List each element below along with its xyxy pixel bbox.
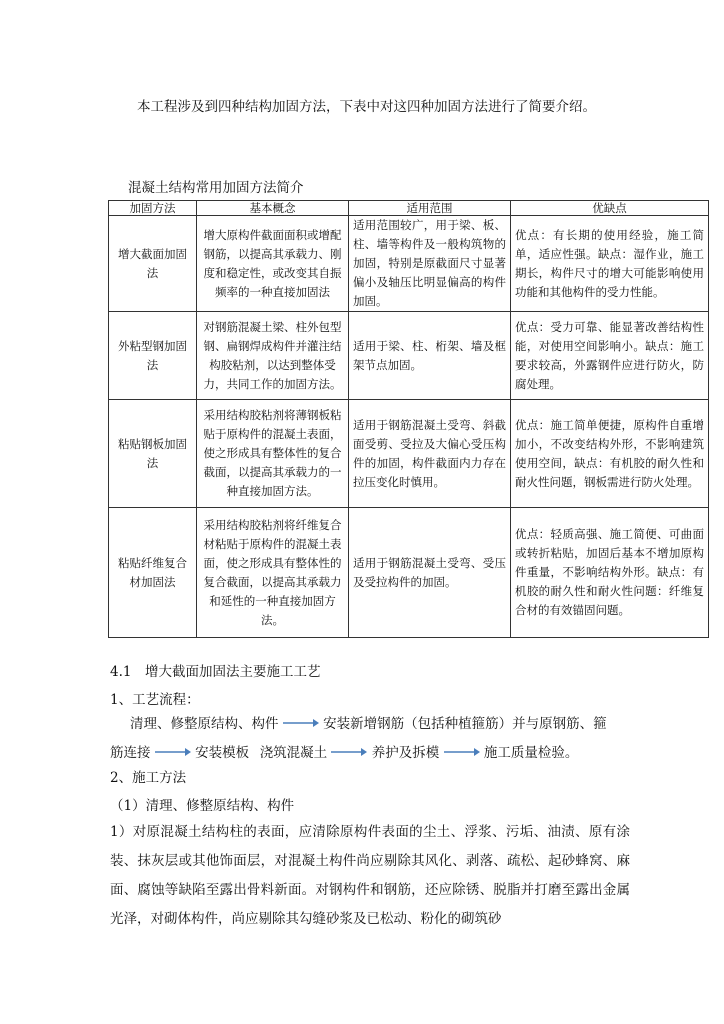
flow-step-3: 安装模板 <box>195 745 250 761</box>
header-scope: 适用范围 <box>349 201 511 216</box>
flow-arrow-icon <box>283 717 319 729</box>
cell-pros-cons: 优点：有长期的使用经验，施工简单，适应性强。缺点：湿作业，施工期长，构件尺寸的增大可能影响使用功能和其他构件的受力性能。 <box>511 216 709 312</box>
cell-scope: 适用于钢筋混凝土受弯、受压及受拉构件的加固。 <box>349 508 511 638</box>
flow-arrow-icon <box>155 746 191 758</box>
header-pros-cons: 优缺点 <box>511 201 709 216</box>
cell-scope: 适用于钢筋混凝土受弯、斜截面受剪、受拉及大偏心受压构件的加固，构件截面内力存在拉压变化时慎用。 <box>349 400 511 508</box>
flow-arrow-icon <box>331 746 367 758</box>
cell-method: 外粘型钢加固法 <box>109 312 197 400</box>
flow-step-4: 浇筑混凝土 <box>259 745 328 761</box>
process-flow-line-2 <box>110 741 578 761</box>
method-heading: 2、施工方法 <box>110 770 187 786</box>
cell-pros-cons: 优点：轻质高强、施工简便、可曲面或转折粘贴，加固后基本不增加原构件重量，不影响结构外形。缺点：有机胶的耐久性和耐火性问题：纤维复合材的有效锚固问题。 <box>511 508 709 638</box>
table-header-row <box>109 201 709 216</box>
table-row <box>109 400 709 508</box>
cell-concept: 对钢筋混凝土梁、柱外包型钢、扁钢焊成构件并灌注结构胶粘剂，以达到整体受力，共同工作的加固方法。 <box>197 312 349 400</box>
header-concept: 基本概念 <box>197 201 349 216</box>
table-row <box>109 312 709 400</box>
cell-method: 粘贴纤维复合材加固法 <box>109 508 197 638</box>
cell-concept: 增大原构件截面面积或增配钢筋，以提高其承载力、刚度和稳定性，或改变其自振频率的一种直接加固法 <box>197 216 349 312</box>
table-row <box>109 508 709 638</box>
cell-concept: 采用结构胶粘剂将纤维复合材粘贴于原构件的混凝土表面，使之形成具有整体性的复合截面，以提高其承载力和延性的一种直接加固方法。 <box>197 508 349 638</box>
cell-method: 粘贴钢板加固法 <box>109 400 197 508</box>
cell-pros-cons: 优点：施工简单便捷，原构件自重增加小，不改变结构外形，不影响建筑使用空间，缺点：有机胶的耐久性和耐火性问题，钢板需进行防火处理。 <box>511 400 709 508</box>
reinforcement-methods-table <box>108 200 709 638</box>
cell-scope: 适用于梁、柱、桁架、墙及框架节点加固。 <box>349 312 511 400</box>
cell-scope: 适用范围较广，用于梁、板、柱、墙等构件及一般构筑物的加固，特别是原截面尺寸显著偏小及轴压比明显偏高的构件加固。 <box>349 216 511 312</box>
sub-heading: （1）清理、修整原结构、构件 <box>110 798 295 814</box>
flow-step-5: 养护及拆模 <box>371 745 440 761</box>
header-method: 加固方法 <box>109 201 197 216</box>
cell-concept: 采用结构胶粘剂将薄钢板粘贴于原构件的混凝土表面，使之形成具有整体性的复合截面，以提高其承载力的一种直接加固方法。 <box>197 400 349 508</box>
body-paragraph: 1）对原混凝土结构柱的表面，应清除原构件表面的尘土、浮浆、污垢、油渍、原有涂装、抹灰层或其他饰面层，对混凝土构件尚应剔除其风化、剥落、疏松、起砂蜂窝、麻面、腐蚀等缺陷至露出骨料新面。对钢构件和钢筋，还应除锈、脱脂并打磨至露出金属光泽，对砌体构件，尚应剔除其勾缝砂浆及已松动、粉化的砌筑砂 <box>110 824 630 927</box>
flow-step-6: 施工质量检验。 <box>483 745 579 761</box>
table-row <box>109 216 709 312</box>
cell-method: 增大截面加固法 <box>109 216 197 312</box>
process-flow-line-1 <box>130 712 607 732</box>
section-heading: 4.1 增大截面加固法主要施工工艺 <box>110 664 321 680</box>
flow-arrow-icon <box>444 746 480 758</box>
intro-paragraph: 本工程涉及到四种结构加固方法，下表中对这四种加固方法进行了简要介绍。 <box>137 99 596 115</box>
cell-pros-cons: 优点：受力可靠、能显著改善结构性能，对使用空间影响小。缺点：施工要求较高，外露钢件应进行防火，防腐处理。 <box>511 312 709 400</box>
table-caption: 混凝土结构常用加固方法简介 <box>128 180 304 196</box>
flow-step-2-cont: 筋连接 <box>110 745 151 761</box>
flow-step-2: 安装新增钢筋（包括种植箍筋）并与原钢筋、箍 <box>323 716 607 732</box>
flow-step-1: 清理、修整原结构、构件 <box>130 716 279 732</box>
process-heading: 1、工艺流程： <box>110 692 200 708</box>
